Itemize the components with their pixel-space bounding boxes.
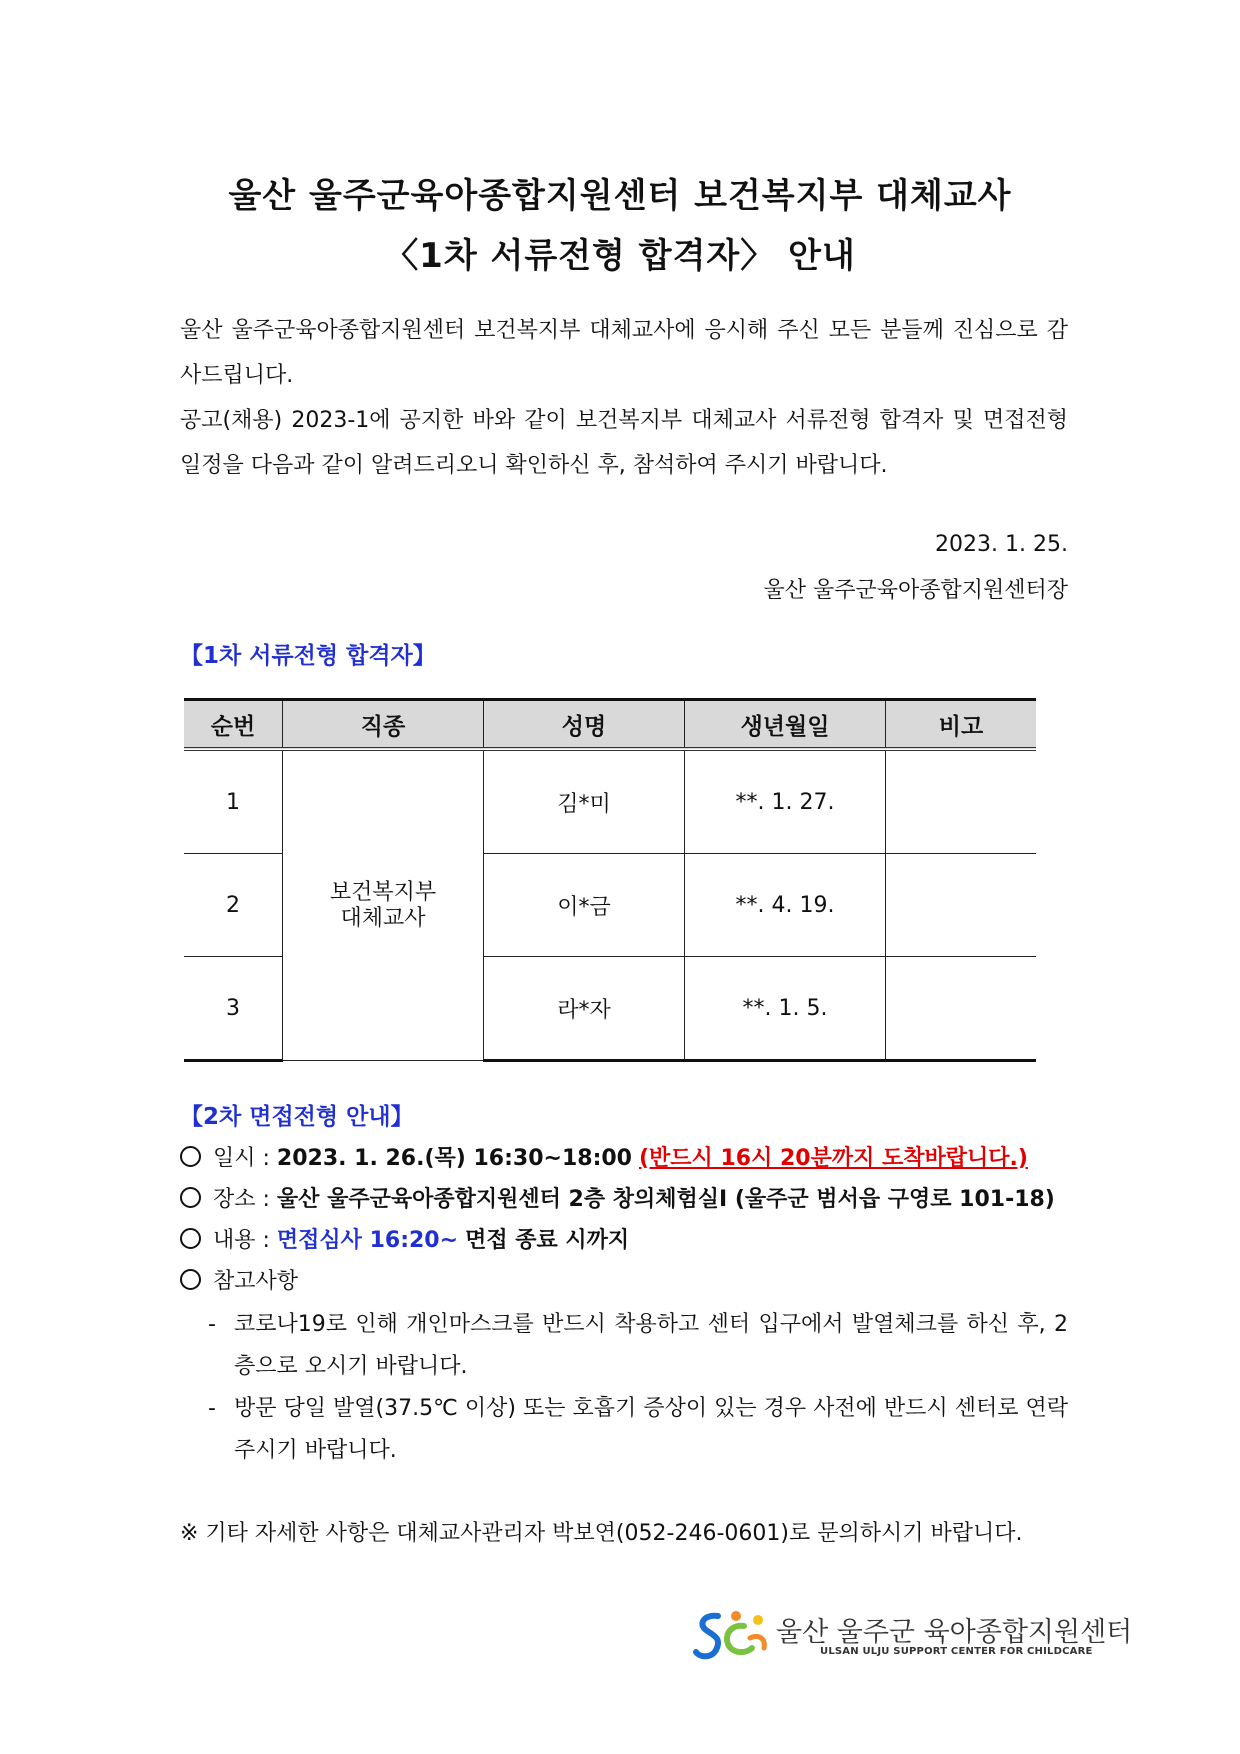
contact-footer: ※ 기타 자세한 사항은 대체교사관리자 박보연(052-246-0601)로 문의하시기 바랍니다. xyxy=(180,1521,1023,1546)
job-label: 보건복지부 대체교사 xyxy=(329,879,437,931)
place-label: 장소 : xyxy=(213,1187,270,1212)
cell-birth: **. 1. 27. xyxy=(685,749,886,854)
dash-bullet: - xyxy=(208,1396,216,1421)
date-value: 2023. 1. 26.(목) 16:30~18:00 xyxy=(276,1146,632,1171)
interview-place-item xyxy=(180,1182,1055,1213)
header-no: 순번 xyxy=(184,700,283,750)
content-value: 면접심사 16:20~ xyxy=(276,1228,459,1253)
logo-name-en: ULSAN ULJU SUPPORT CENTER FOR CHILDCARE xyxy=(820,1646,1093,1657)
interview-content-item xyxy=(180,1223,629,1254)
circle-bullet-icon xyxy=(180,1228,201,1249)
dash-bullet: - xyxy=(208,1312,216,1337)
header-birth: 생년월일 xyxy=(685,700,886,750)
arrival-warning: (반드시 16시 20분까지 도착바랍니다.) xyxy=(638,1146,1028,1171)
logo-name-ko: 울산 울주군 육아종합지원센터 xyxy=(776,1617,1133,1648)
section-heading-interview: 【2차 면접전형 안내】 xyxy=(180,1104,414,1130)
place-value: 울산 울주군육아종합지원센터 2층 창의체험실Ⅰ (울주군 범서읍 구영로 101-18) xyxy=(276,1187,1055,1212)
table-row xyxy=(184,749,1036,854)
cell-name: 김*미 xyxy=(484,749,685,854)
cell-job xyxy=(283,749,484,1061)
cell-no: 1 xyxy=(184,749,283,854)
circle-bullet-icon xyxy=(180,1146,201,1167)
issue-date: 2023. 1. 25. xyxy=(935,532,1068,557)
cell-note xyxy=(886,957,1037,1061)
circle-bullet-icon xyxy=(180,1269,201,1290)
cell-name: 라*자 xyxy=(484,957,685,1061)
content-rest: 면접 종료 시까지 xyxy=(465,1228,630,1253)
cell-birth: **. 1. 5. xyxy=(685,957,886,1061)
note-text: 코로나19로 인해 개인마스크를 반드시 착용하고 센터 입구에서 발열체크를 하신 후, 2층으로 오시기 바랍니다. xyxy=(234,1312,1068,1379)
reference-note-1 xyxy=(208,1304,1068,1388)
center-logo-icon xyxy=(692,1608,772,1666)
cell-note xyxy=(886,854,1037,957)
header-job: 직종 xyxy=(283,700,484,750)
interview-date-item xyxy=(180,1141,1028,1172)
document-title: 울산 울주군육아종합지원센터 보건복지부 대체교사 xyxy=(228,176,1012,216)
center-logo xyxy=(692,1608,1133,1666)
content-label: 내용 : xyxy=(213,1228,270,1253)
reference-item xyxy=(180,1264,298,1295)
document-subtitle: 〈1차 서류전형 합격자〉 안내 xyxy=(384,236,856,276)
cell-birth: **. 4. 19. xyxy=(685,854,886,957)
intro-paragraph-1: 울산 울주군육아종합지원센터 보건복지부 대체교사에 응시해 주신 모든 분들께 진심으로 감사드립니다. xyxy=(180,318,1068,388)
header-name: 성명 xyxy=(484,700,685,750)
cell-no: 3 xyxy=(184,957,283,1061)
cell-no: 2 xyxy=(184,854,283,957)
reference-note-2 xyxy=(208,1388,1068,1472)
header-note: 비고 xyxy=(886,700,1037,750)
passer-table xyxy=(184,698,1036,1062)
intro-paragraph-2: 공고(채용) 2023-1에 공지한 바와 같이 보건복지부 대체교사 서류전형 합격자 및 면접전형 일정을 다음과 같이 알려드리오니 확인하신 후, 참석하여 주시기 바랍니다. xyxy=(180,408,1068,478)
section-heading-document-screening: 【1차 서류전형 합격자】 xyxy=(180,643,436,669)
reference-label: 참고사항 xyxy=(213,1269,299,1294)
date-label: 일시 : xyxy=(213,1146,270,1171)
table-header-row xyxy=(184,700,1036,750)
issuer-name: 울산 울주군육아종합지원센터장 xyxy=(763,578,1068,603)
note-text: 방문 당일 발열(37.5℃ 이상) 또는 호흡기 증상이 있는 경우 사전에 반드시 센터로 연락주시기 바랍니다. xyxy=(234,1396,1068,1463)
circle-bullet-icon xyxy=(180,1187,201,1208)
cell-note xyxy=(886,749,1037,854)
cell-name: 이*금 xyxy=(484,854,685,957)
